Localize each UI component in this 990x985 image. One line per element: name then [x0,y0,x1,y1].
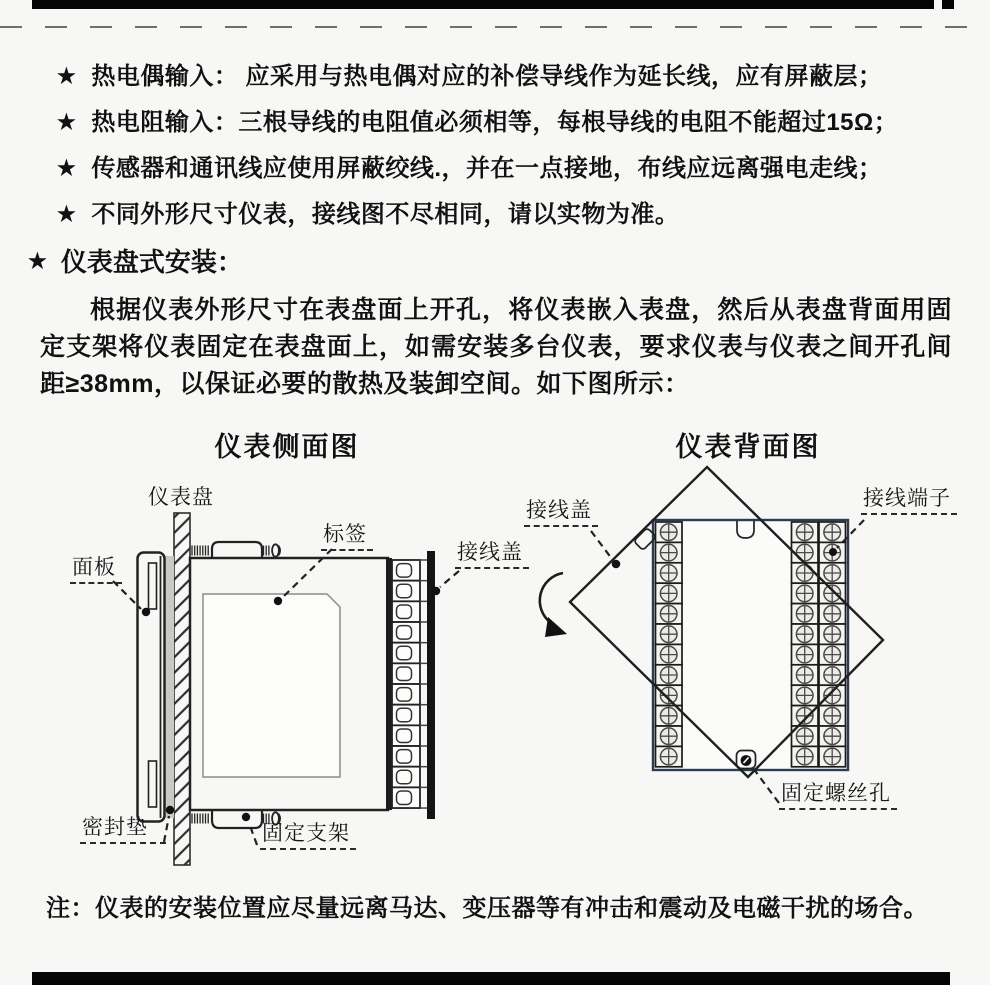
note-text: 不同外形尺寸仪表，接线图不尽相同，请以实物为准。 [91,201,680,228]
gasket-strip [165,556,174,818]
back-view-title: 仪表背面图 [675,432,821,462]
note-item [57,64,972,90]
page-edge-bar-bottom [32,972,950,985]
label-wiring-cover-back: 接线盖 [524,499,598,527]
mounting-panel-strip [174,513,190,865]
label-wiring-cover-side: 接线盖 [455,541,529,569]
star-icon: ★ [28,250,47,273]
page-edge-bar-top-end [942,0,954,9]
note-text: 热电阻输入：三根导线的电阻值必须相等，每根导线的电阻不能超过15Ω； [91,109,899,136]
note-text: 热电偶输入： 应采用与热电偶对应的补偿导线作为延长线，应有屏蔽层； [91,63,883,90]
label-mounting-panel: 仪表盘 [148,486,214,509]
screw-thread [192,814,269,824]
page-fold-dashed-line [0,26,990,28]
label-terminal: 接线端子 [861,487,957,515]
label-fixing-bracket: 固定支架 [260,822,356,850]
star-icon: ★ [57,65,77,88]
star-icon: ★ [57,203,77,226]
label-front-panel: 面板 [70,556,122,584]
label-gasket: 密封垫 [80,816,166,844]
label-screw-hole: 固定螺丝孔 [779,782,897,810]
screw-head [272,544,279,556]
section-paragraph: 根据仪表外形尺寸在表盘面上开孔，将仪表嵌入表盘，然后从表盘背面用固定支架将仪表固定在表盘面上，如需安装多台仪表，要求仪表与仪表之间开孔间距≥38mm，以保证必要的散热及装卸空间。如下图所示： [40,296,952,398]
rotate-arrow-icon [540,573,567,637]
section-title: 仪表盘式安装： [60,247,243,277]
bracket-top [192,542,280,558]
front-bezel [138,553,165,822]
note-text: 传感器和通讯线应使用屏蔽绞线.，并在一点接地，布线应远离强电走线； [91,155,883,182]
screw-thread [192,546,269,556]
terminal-strip-cells [392,560,427,808]
side-view-title: 仪表侧面图 [214,432,360,462]
section-heading [28,248,243,276]
star-icon: ★ [57,157,77,180]
page-edge-bar-top [32,0,934,9]
label-plate [203,594,340,777]
installation-note: 注：仪表的安装位置应尽量远离马达、变压器等有冲击和震动及电磁干扰的场合。 [46,895,928,922]
note-item [57,156,972,182]
notes-list [57,64,972,248]
note-item [57,110,972,136]
star-icon: ★ [57,111,77,134]
terminal-screw-column-left [656,522,683,767]
label-tag: 标签 [321,523,373,551]
note-item [57,202,972,228]
terminal-screw-column-right-b [819,522,846,767]
